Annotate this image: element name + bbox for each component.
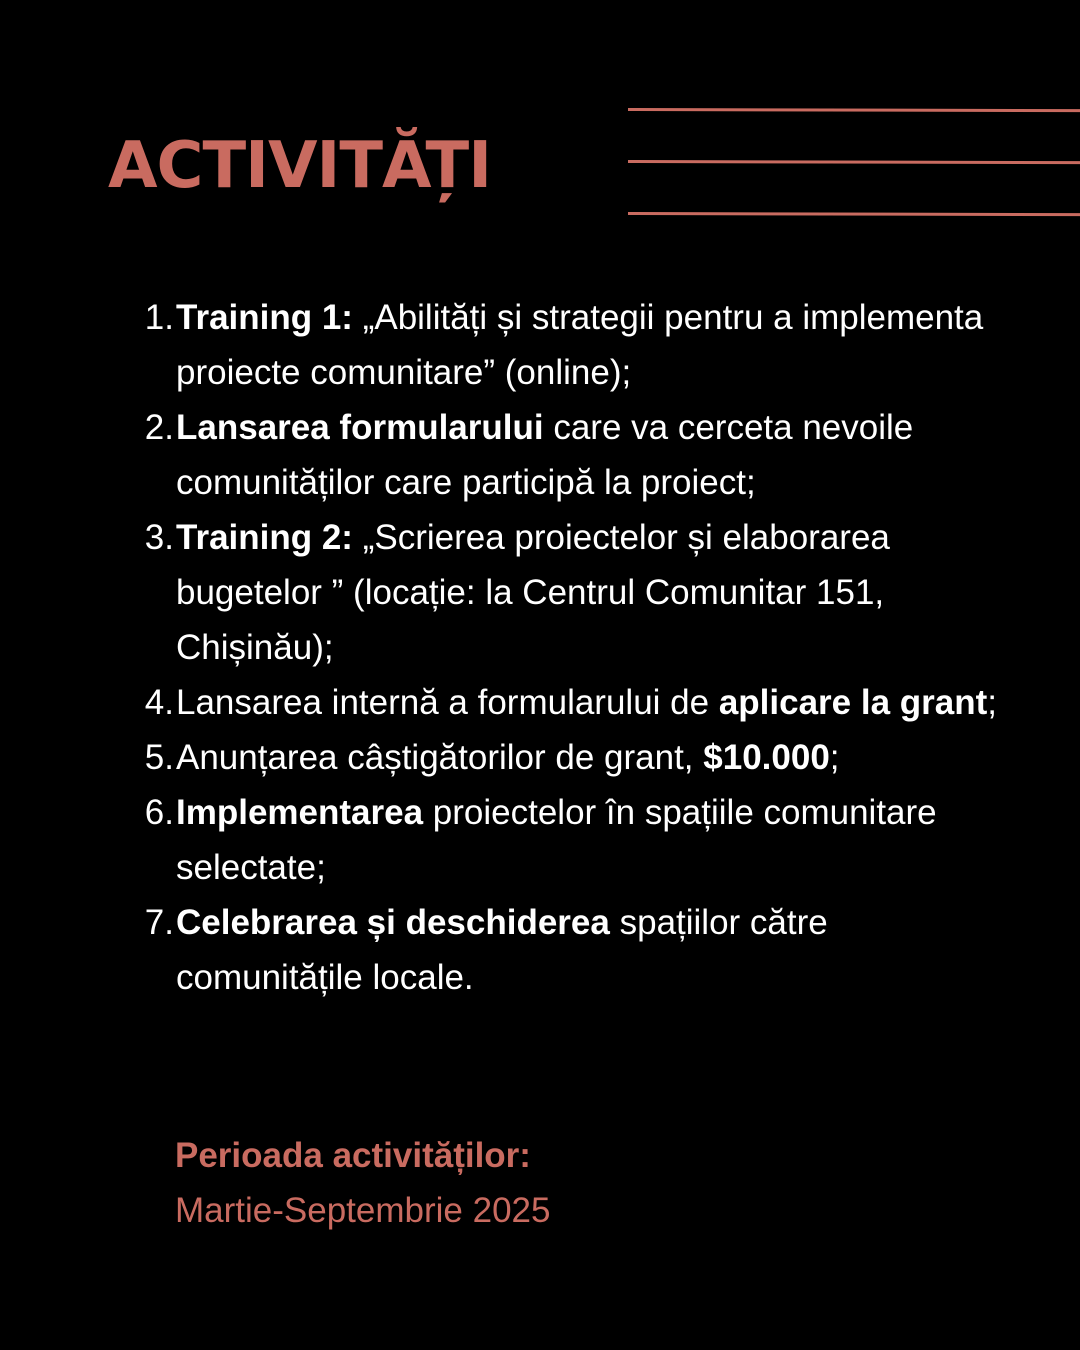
activity-list <box>0 290 1000 1005</box>
item-regular-text: proiectelor în spațiile comunitare selectate; <box>176 793 937 887</box>
item-regular-text: Anunțarea câștigătorilor de grant, <box>176 738 704 777</box>
item-bold-text: Training 1: <box>176 298 353 337</box>
decorative-line-bottom <box>628 212 1080 216</box>
decorative-line-top <box>628 108 1080 112</box>
list-item <box>0 895 1000 1005</box>
list-item <box>0 510 1000 675</box>
item-bold-text: Celebrarea și deschiderea <box>176 903 610 942</box>
item-text <box>176 903 828 997</box>
item-number: 7. <box>144 903 174 942</box>
item-regular-text-2: ; <box>829 738 840 777</box>
item-regular-text: „Abilități și strategii pentru a implementa proiecte comunitare” (online); <box>176 298 984 392</box>
item-regular-text: „Scrierea proiectelor și elaborarea bugetelor ” (locație: la Centrul Comunitar 151, Chișinău); <box>176 518 890 667</box>
page-title: ACTIVITĂȚI <box>108 129 491 203</box>
decorative-line-middle <box>628 160 1080 164</box>
item-bold-text-2: $10.000 <box>703 738 830 777</box>
item-number: 5. <box>144 738 174 777</box>
item-text <box>176 518 890 667</box>
activity-period <box>175 1128 550 1238</box>
item-number: 3. <box>144 518 174 557</box>
item-text <box>176 738 840 777</box>
item-regular-text-2: ; <box>987 683 998 722</box>
list-item <box>0 290 1000 400</box>
item-number: 6. <box>144 793 174 832</box>
item-regular-text: care va cerceta nevoile comunităților care participă la proiect; <box>176 408 914 502</box>
period-label: Perioada activităților: <box>175 1136 531 1175</box>
item-bold-text: Implementarea <box>176 793 424 832</box>
item-number: 2. <box>144 408 174 447</box>
item-text <box>176 683 997 722</box>
list-item <box>0 400 1000 510</box>
item-bold-text: Training 2: <box>176 518 353 557</box>
item-text <box>176 408 913 502</box>
item-regular-text: Lansarea internă a formularului de <box>176 683 719 722</box>
item-bold-text-2: aplicare la grant <box>718 683 988 722</box>
list-item <box>0 675 1000 730</box>
item-regular-text: spațiilor către comunitățile locale. <box>176 903 828 997</box>
period-value: Martie-Septembrie 2025 <box>175 1191 551 1230</box>
item-text <box>176 793 937 887</box>
list-item <box>0 730 1000 785</box>
list-item <box>0 785 1000 895</box>
item-text <box>176 298 983 392</box>
item-number: 1. <box>144 298 174 337</box>
item-number: 4. <box>144 683 174 722</box>
item-bold-text: Lansarea formularului <box>176 408 544 447</box>
